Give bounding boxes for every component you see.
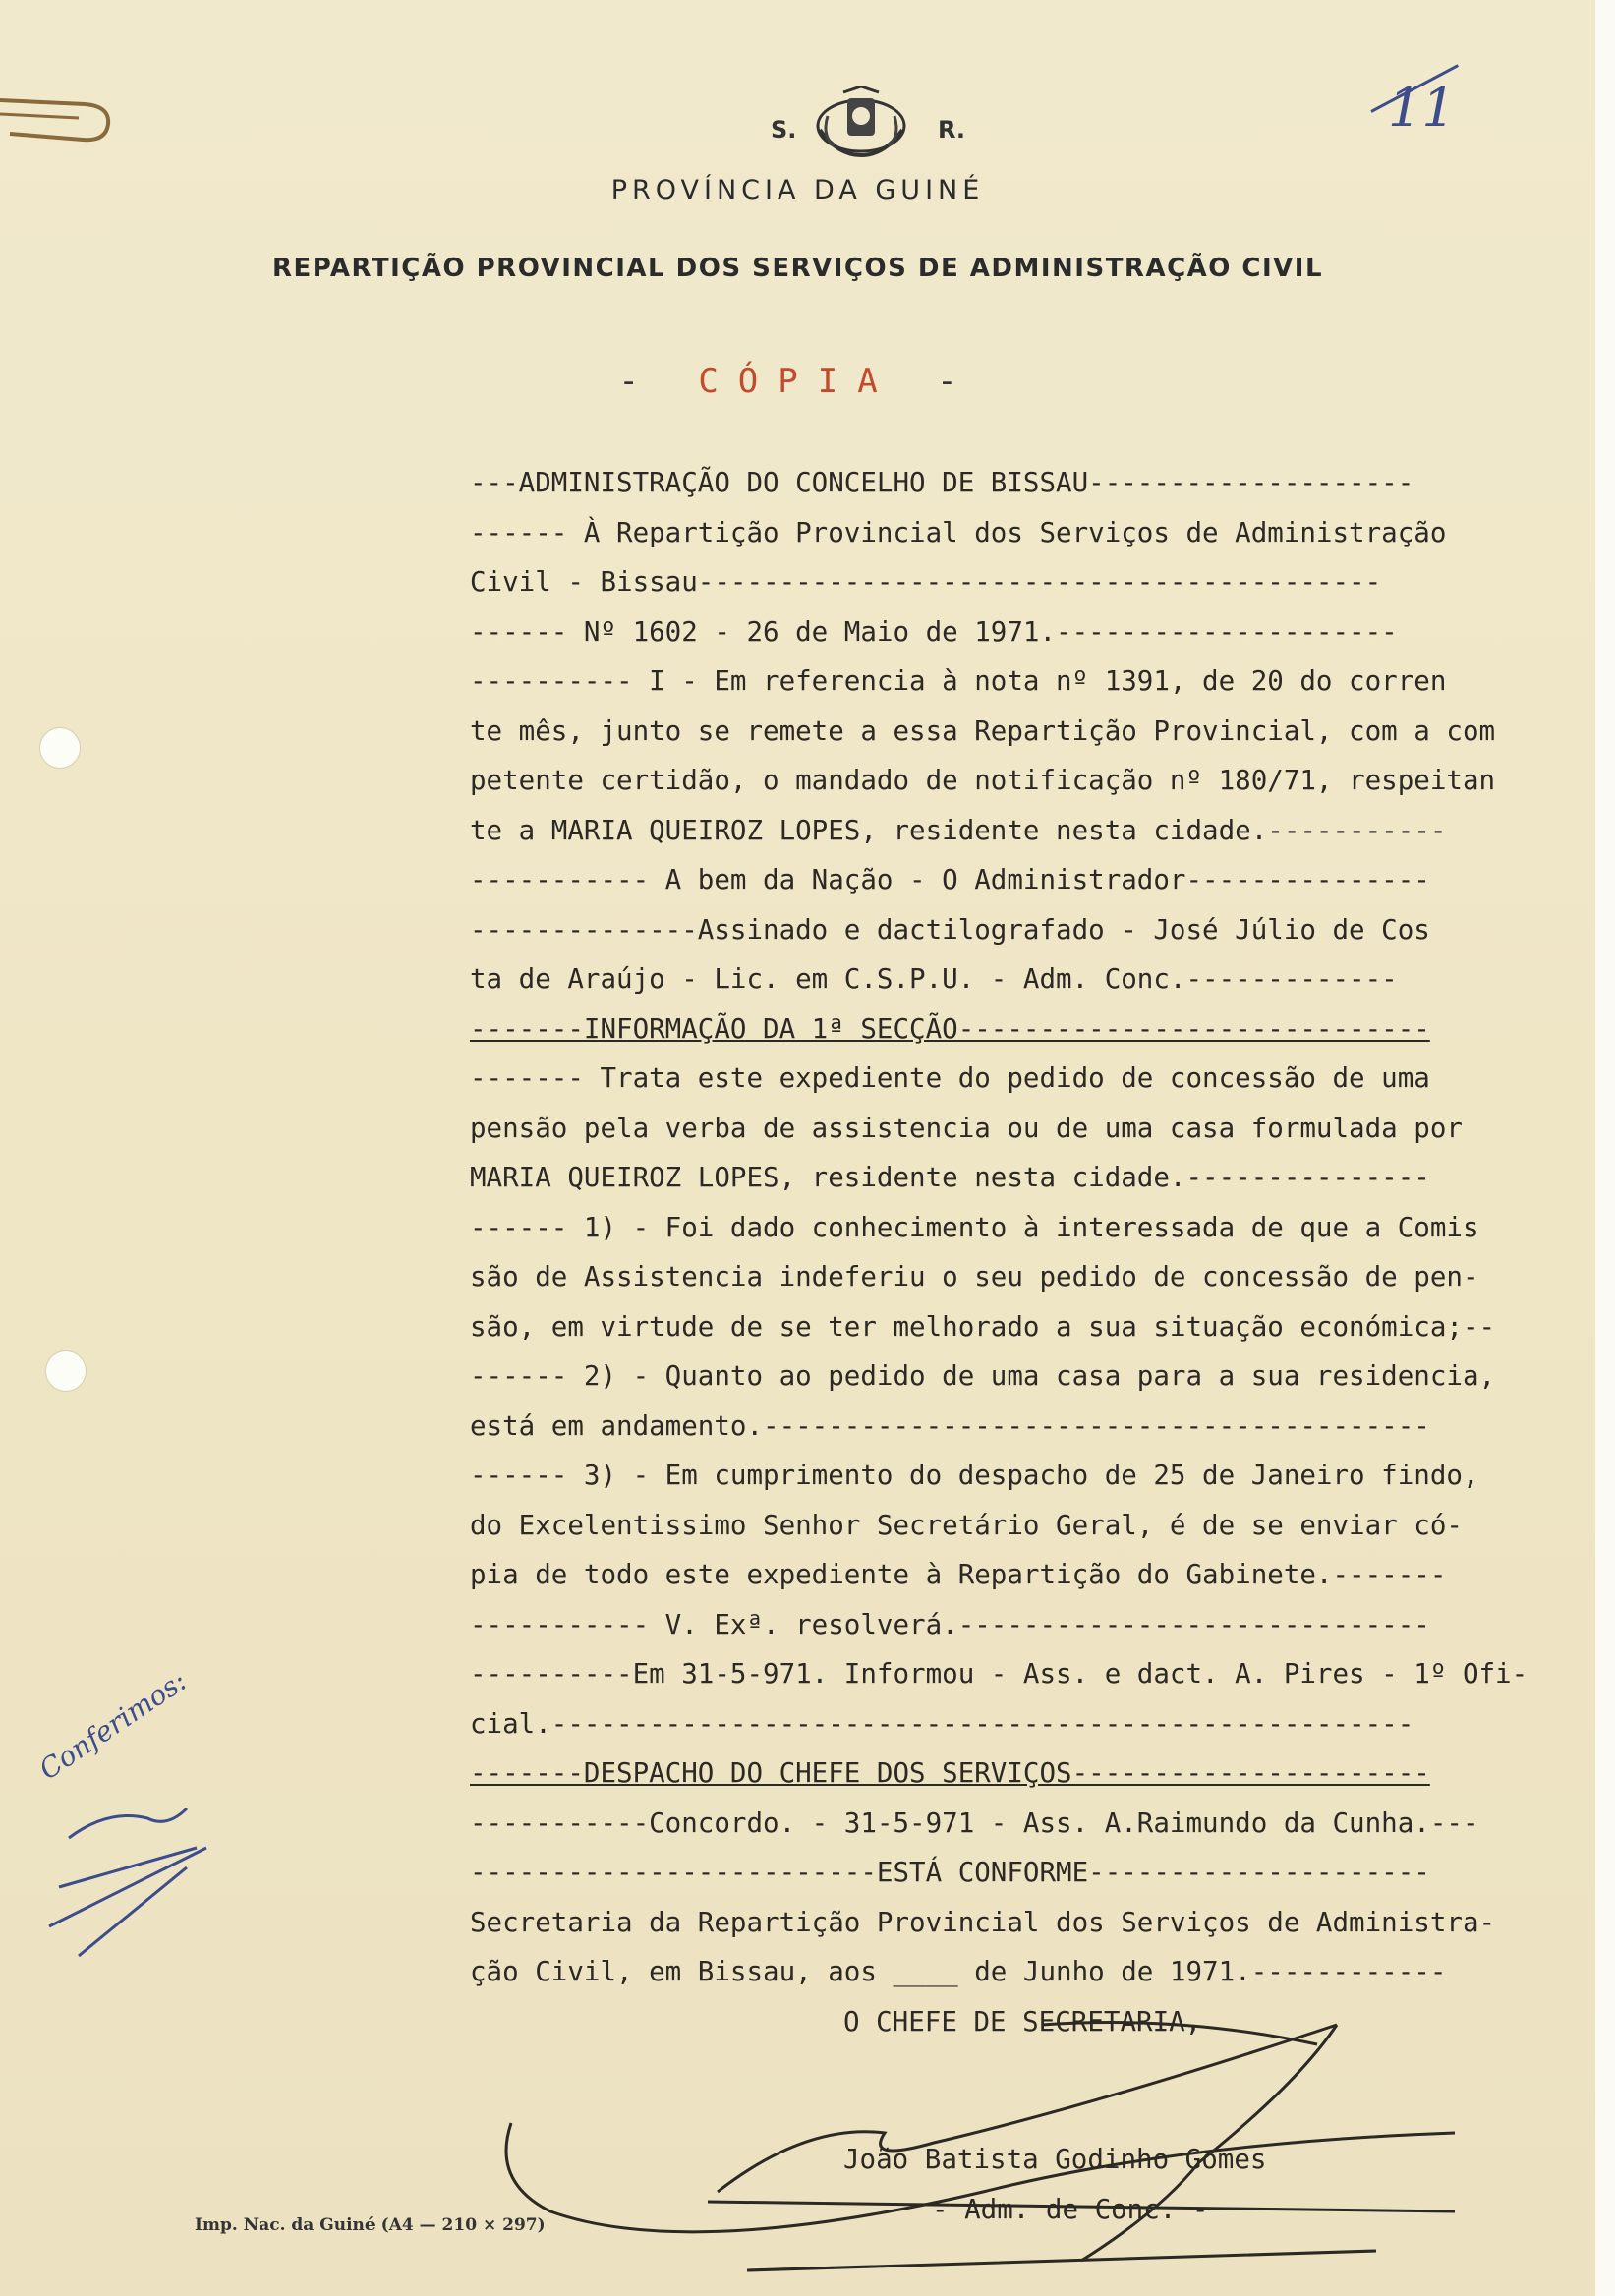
body-line: pensão pela verba de assistencia ou de uma casa formulada por [470, 1112, 1463, 1144]
body-line: ---ADMINISTRAÇÃO DO CONCELHO DE BISSAU-------------------- [470, 467, 1414, 498]
page-number: 11 [1388, 77, 1456, 139]
body-line: -----------Concordo. - 31-5-971 - Ass. A.Raimundo da Cunha.--- [470, 1807, 1479, 1839]
body-line: ---------- I - Em referencia à nota nº 1391, de 20 do corren [470, 665, 1447, 697]
body-line: --------------Assinado e dactilografado - José Júlio de Cos [470, 913, 1430, 946]
chief-title: O CHEFE DE SECRETARIA, [843, 2005, 1202, 2038]
copy-dash-left: - [618, 362, 659, 401]
body-line: MARIA QUEIROZ LOPES, residente nesta cidade.--------------- [470, 1162, 1430, 1193]
body-line: ----------Em 31-5-971. Informou - Ass. e dact. A. Pires - 1º Ofi- [470, 1658, 1528, 1690]
copy-word: CÓPIA [698, 362, 897, 401]
body-line: cial.----------------------------------------------------- [470, 1707, 1414, 1740]
s-letter: S. [771, 116, 797, 144]
body-line: ------- Trata este expediente do pedido de concessão de uma [470, 1062, 1430, 1094]
body-line: ------ À Repartição Provincial dos Serviços de Administração [470, 516, 1447, 548]
margin-note: Conferimos: [33, 1664, 193, 1787]
body-line: ------ Nº 1602 - 26 de Maio de 1971.--------------------- [470, 615, 1398, 648]
section-heading-informacao: -------INFORMAÇÃO DA 1ª SECÇÃO----------------------------- [470, 1012, 1430, 1045]
body-line: ção Civil, em Bissau, aos ____ de Junho de 1971.------------ [470, 1956, 1447, 1987]
body-line: petente certidão, o mandado de notificação nº 180/71, respeitan [470, 765, 1496, 796]
body-line: são de Assistencia indeferiu o seu pedido de concessão de pen- [470, 1261, 1479, 1292]
body-line: ----------- A bem da Nação - O Administrador--------------- [470, 864, 1430, 895]
body-line: -------------------------ESTÁ CONFORME--------------------- [470, 1857, 1430, 1888]
body-line: ------ 3) - Em cumprimento do despacho de 25 de Janeiro findo, [470, 1460, 1479, 1491]
r-letter: R. [938, 116, 966, 144]
section-heading-despacho: -------DESPACHO DO CHEFE DOS SERVIÇOS---------------------- [470, 1757, 1430, 1789]
printer-imprint: Imp. Nac. da Guiné (A4 — 210 × 297) [195, 2215, 546, 2235]
margin-initials-mark [49, 1808, 206, 1956]
body-line: Civil - Bissau------------------------------------------ [470, 566, 1382, 598]
body-line: te a MARIA QUEIROZ LOPES, residente nesta cidade.----------- [470, 814, 1447, 846]
department-title: REPARTIÇÃO PROVINCIAL DOS SERVIÇOS DE ADMINISTRAÇÃO CIVIL [271, 254, 1324, 283]
body-line: ------ 1) - Foi dado conhecimento à interessada de que a Comis [470, 1211, 1479, 1243]
body-line: ta de Araújo - Lic. em C.S.P.U. - Adm. Conc.------------- [470, 963, 1398, 995]
signer-name: João Batista Godinho Gomes [843, 2144, 1267, 2175]
body-line: pia de todo este expediente à Repartição do Gabinete.------- [470, 1559, 1447, 1590]
body-line: está em andamento.----------------------------------------- [470, 1409, 1430, 1442]
province-title: PROVÍNCIA DA GUINÉ [610, 175, 985, 205]
signature-mark [506, 2023, 1455, 2271]
copy-dash-right: - [937, 362, 977, 401]
body-line: te mês, junto se remete a essa Repartição Provincial, com a com [470, 715, 1496, 747]
signer-role: - Adm. de Conc. - [932, 2193, 1209, 2225]
body-line: ------ 2) - Quanto ao pedido de uma casa para a sua residencia, [470, 1360, 1496, 1392]
body-line: ----------- V. Exª. resolverá.----------------------------- [470, 1608, 1430, 1640]
body-line: do Excelentissimo Senhor Secretário Geral, é de se enviar có- [470, 1509, 1463, 1541]
body-line: são, em virtude de se ter melhorado a sua situação económica;-- [470, 1310, 1496, 1343]
body-line: Secretaria da Repartição Provincial dos Serviços de Administra- [470, 1906, 1496, 1938]
